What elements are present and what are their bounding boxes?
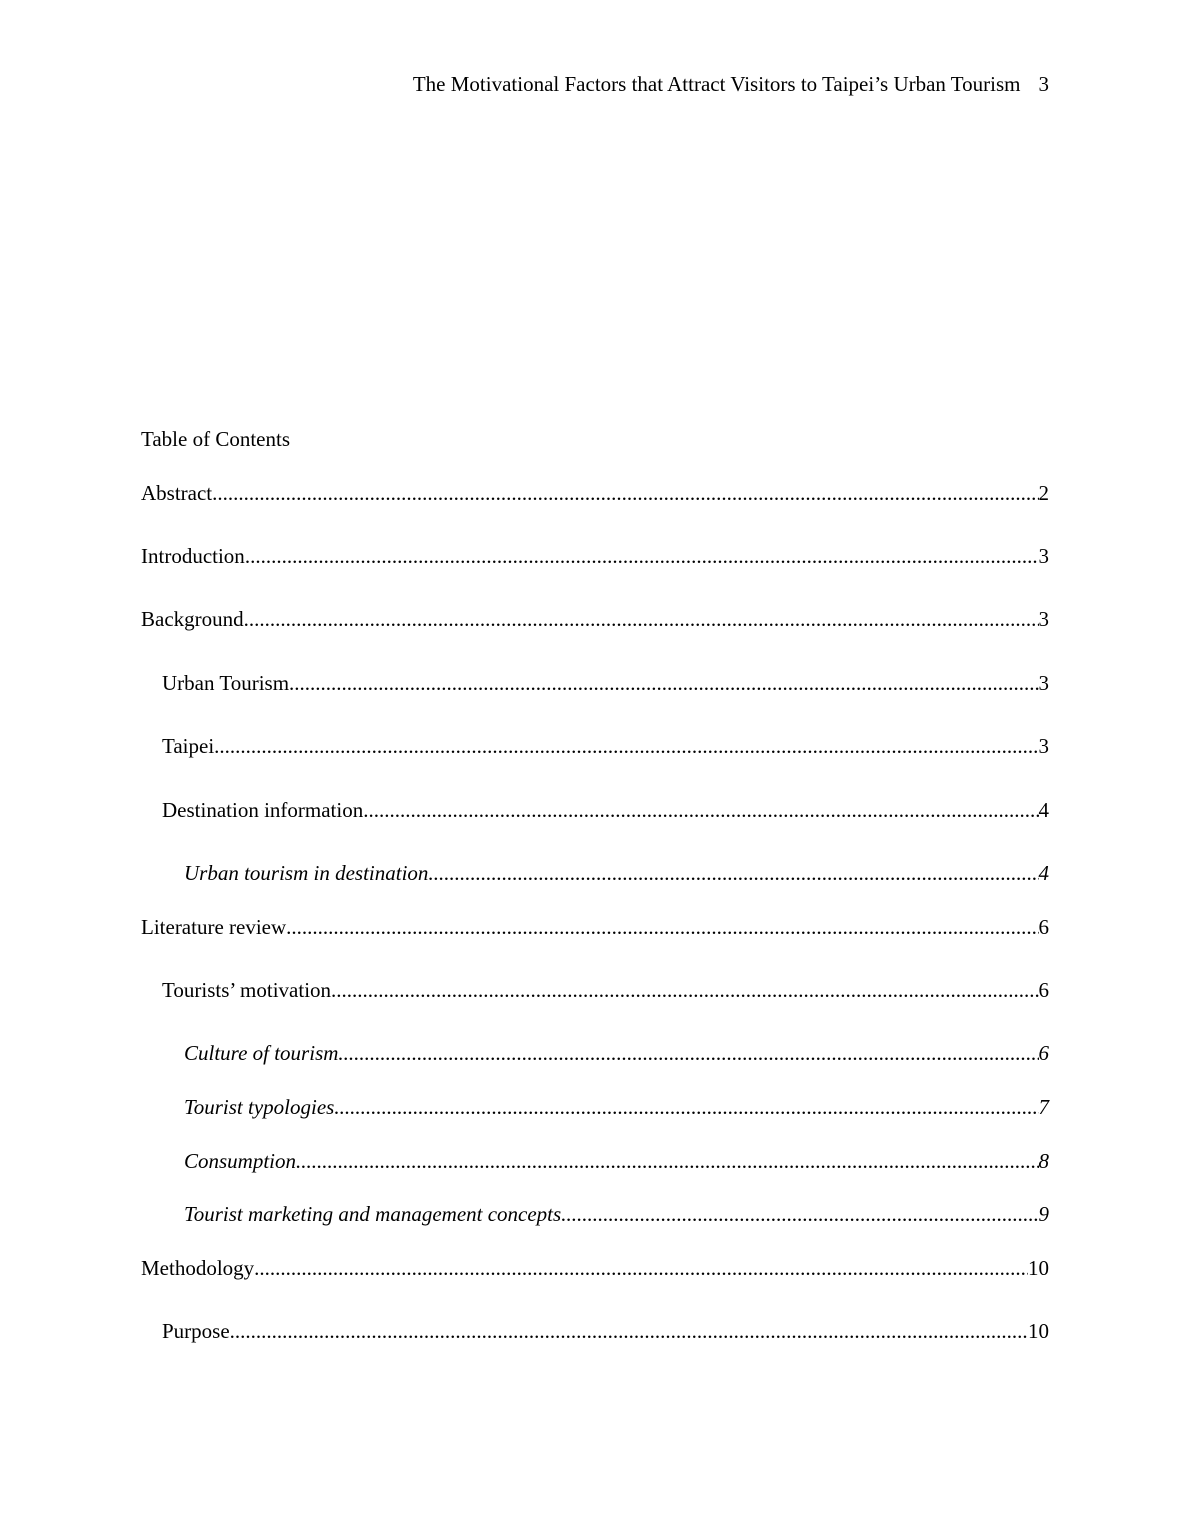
- toc-entry-label: Destination information: [162, 798, 364, 822]
- toc-entry-consumption[interactable]: [184, 1147, 1049, 1175]
- toc-entry-label: Methodology: [141, 1256, 255, 1280]
- toc-entry-page: 6: [1038, 915, 1049, 939]
- dot-leader: [428, 859, 1038, 887]
- dot-leader: [245, 542, 1039, 570]
- toc-entry-page: 4: [1038, 798, 1049, 822]
- toc-entry-label: Urban tourism in destination: [184, 861, 429, 885]
- running-head: [413, 70, 1049, 98]
- toc-entry-taipei[interactable]: [162, 732, 1049, 760]
- toc-entry-background[interactable]: [141, 605, 1049, 633]
- toc-entry-page: 4: [1038, 861, 1049, 885]
- running-title: The Motivational Factors that Attract Visitors to Taipei’s Urban Tourism: [412, 72, 1021, 96]
- toc-entry-label: Culture of tourism: [184, 1041, 339, 1065]
- toc-entry-tourists-motivation[interactable]: [162, 976, 1049, 1004]
- toc-entry-culture-of-tourism[interactable]: [184, 1039, 1049, 1067]
- toc-entry-page: 3: [1038, 544, 1049, 568]
- dot-leader: [561, 1200, 1038, 1228]
- toc-entry-page: 10: [1028, 1319, 1049, 1343]
- toc-title: Table of Contents: [141, 427, 290, 451]
- toc-entry-label: Tourist typologies: [184, 1095, 335, 1119]
- toc-entry-page: 10: [1028, 1256, 1049, 1280]
- toc-entry-page: 2: [1038, 481, 1049, 505]
- toc-entry-tourist-typologies[interactable]: [184, 1093, 1049, 1121]
- toc-entry-introduction[interactable]: [141, 542, 1049, 570]
- toc-entry-page: 3: [1038, 671, 1049, 695]
- toc-entry-destination-information[interactable]: [162, 796, 1049, 824]
- dot-leader: [289, 669, 1038, 697]
- toc-entry-page: 3: [1038, 734, 1049, 758]
- toc-entry-urban-tourism-in-destination[interactable]: [184, 859, 1049, 887]
- toc-entry-page: 6: [1038, 978, 1049, 1002]
- toc-entry-urban-tourism[interactable]: [162, 669, 1049, 697]
- dot-leader: [254, 1254, 1028, 1282]
- toc-entry-purpose[interactable]: [162, 1317, 1049, 1345]
- toc-entry-abstract[interactable]: [141, 479, 1049, 507]
- dot-leader: [214, 732, 1038, 760]
- dot-leader: [363, 796, 1038, 824]
- toc-entry-label: Purpose: [162, 1319, 230, 1343]
- toc-entry-page: 9: [1038, 1202, 1049, 1226]
- toc-entry-label: Introduction: [141, 544, 245, 568]
- dot-leader: [244, 605, 1039, 633]
- toc-entry-page: 7: [1038, 1095, 1049, 1119]
- dot-leader: [212, 479, 1038, 507]
- toc-entry-label: Background: [141, 607, 244, 631]
- dot-leader: [286, 913, 1038, 941]
- toc-entry-page: 6: [1038, 1041, 1049, 1065]
- toc-entry-label: Tourists’ motivation: [162, 978, 332, 1002]
- toc-entry-page: 8: [1038, 1149, 1049, 1173]
- header-page-number: 3: [1038, 72, 1049, 96]
- toc-entry-label: Abstract: [141, 481, 213, 505]
- dot-leader: [230, 1317, 1028, 1345]
- dot-leader: [334, 1093, 1038, 1121]
- dot-leader: [331, 976, 1038, 1004]
- toc-entry-label: Urban Tourism: [162, 671, 290, 695]
- toc-entry-methodology[interactable]: [141, 1254, 1049, 1282]
- toc-entry-page: 3: [1038, 607, 1049, 631]
- toc-entry-literature-review[interactable]: [141, 913, 1049, 941]
- toc-entry-tourist-marketing[interactable]: [184, 1200, 1049, 1228]
- toc-entry-label: Literature review: [141, 915, 287, 939]
- toc-entry-label: Consumption: [184, 1149, 297, 1173]
- toc-entry-label: Taipei: [162, 734, 215, 758]
- dot-leader: [296, 1147, 1038, 1175]
- dot-leader: [338, 1039, 1038, 1067]
- toc-entry-label: Tourist marketing and management concepts: [184, 1202, 562, 1226]
